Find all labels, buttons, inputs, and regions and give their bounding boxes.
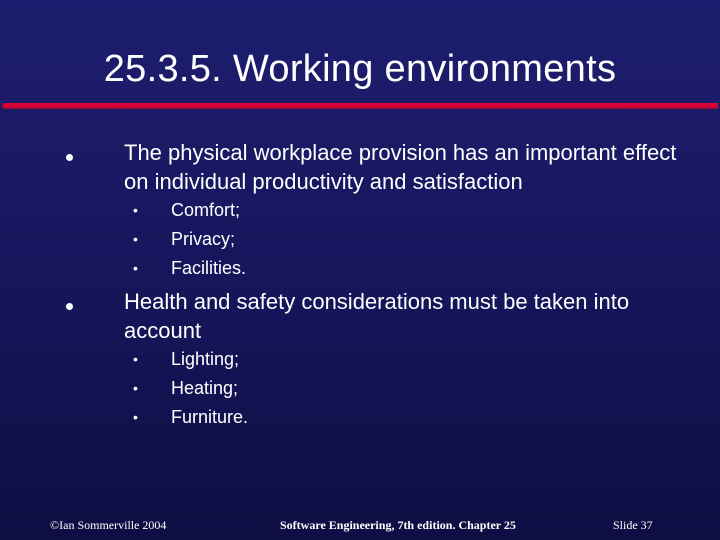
sub-bullet-glyph: • — [133, 409, 138, 425]
bullet-dot-2 — [66, 303, 73, 310]
sub-bullet-privacy: Privacy; — [171, 229, 236, 249]
sub-bullet-glyph: • — [133, 260, 138, 276]
bullet-point-1: The physical workplace provision has an important effect on individual productivity and satisfaction — [124, 140, 677, 194]
bullet-point-2: Health and safety considerations must be taken into account — [124, 289, 630, 343]
slide-title: 25.3.5. Working environments — [103, 48, 617, 90]
sub-bullet-glyph: • — [133, 231, 138, 247]
sub-bullet-glyph: • — [133, 380, 138, 396]
sub-bullet-glyph: • — [133, 202, 138, 218]
bullet-dot-1 — [66, 154, 73, 161]
sub-bullet-comfort: Comfort; — [171, 200, 241, 220]
sub-bullet-heating: Heating; — [171, 378, 239, 398]
sub-bullet-glyph: • — [133, 351, 138, 367]
footer-slide-number: Slide 37 — [613, 518, 653, 532]
footer-book-title: Software Engineering, 7th edition. Chapter 25 — [280, 518, 516, 532]
sub-bullet-facilities: Facilities. — [171, 258, 247, 278]
footer-copyright: ©Ian Sommerville 2004 — [50, 518, 167, 532]
sub-bullet-lighting: Lighting; — [171, 349, 240, 369]
sub-bullet-furniture: Furniture. — [171, 407, 249, 427]
title-underline — [2, 103, 718, 109]
